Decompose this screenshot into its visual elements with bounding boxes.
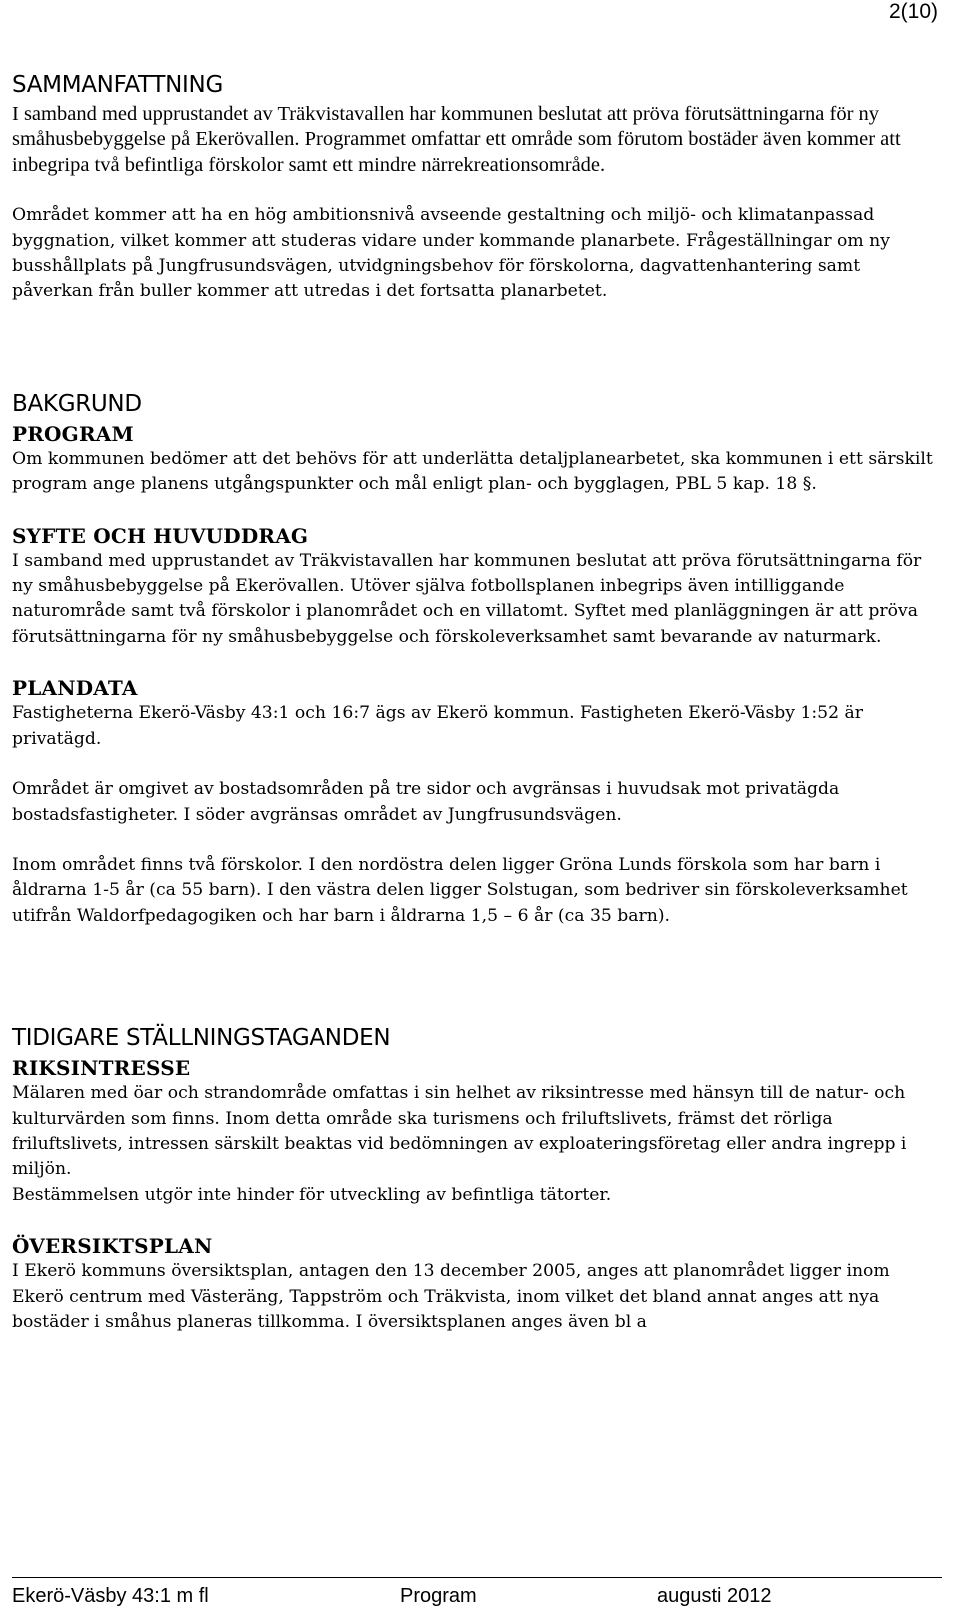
heading-plandata: PLANDATA [12, 676, 138, 701]
footer-document-type: Program [400, 1585, 477, 1607]
sammanfattning-paragraph-2: Området kommer att ha en hög ambitionsnivå avseende gestaltning och miljö- och klimatanpassad byggnation, vilket kommer att studeras vidare under kommande planarbete. Frågeställningar om ny busshållplats på Jungfrusundsvägen, utvidgningsbehov för förskolorna, dagvattenhantering samt påverkan från buller kommer att utredas i det fortsatta planarbetet. [12, 205, 890, 302]
heading-sammanfattning: SAMMANFATTNING [12, 72, 223, 98]
section-sammanfattning [12, 68, 942, 305]
riksintresse-paragraph-2: Bestämmelsen utgör inte hinder för utveckling av befintliga tätorter. [12, 1184, 612, 1205]
heading-riksintresse: RIKSINTRESSE [12, 1056, 191, 1081]
heading-bakgrund: BAKGRUND [12, 390, 142, 417]
heading-program: PROGRAM [12, 421, 134, 446]
oversiktsplan-paragraph: I Ekerö kommuns översiktsplan, antagen den 13 december 2005, anges att planområdet ligger inom Ekerö centrum med Västeräng, Tappström och Träkvista, inom vilket det bland annat anges att nya bostäder i småhus planeras tillkomma. I översiktsplanen anges även bl a [12, 1261, 890, 1332]
plandata-paragraph-1: Fastigheterna Ekerö-Väsby 43:1 och 16:7 ägs av Ekerö kommun. Fastigheten Ekerö-Väsby 1:52 är privatägd. [12, 703, 863, 749]
plandata-paragraph-3: Inom området finns två förskolor. I den nordöstra delen ligger Gröna Lunds förskola som har barn i åldrarna 1-5 år (ca 55 barn). I den västra delen ligger Solstugan, som bedriver sin förskoleverksamhet utifrån Waldorfpedagogiken och har barn i åldrarna 1,5 – 6 år (ca 35 barn). [12, 854, 908, 926]
section-tidigare-stallningstaganden [12, 1021, 942, 1335]
heading-tidigare-stallningstaganden: TIDIGARE STÄLLNINGSTAGANDEN [12, 1025, 391, 1052]
document-body [12, 68, 942, 1335]
riksintresse-paragraph-1: Mälaren med öar och strandområde omfattas i sin helhet av riksintresse med hänsyn till de natur- och kulturvärden som finns. Inom detta område ska turismens och friluftslivets, främst det rörliga friluftslivets, intressen särskilt beaktas vid bedömningen av exploateringsföretag eller andra ingrepp i miljön. [12, 1083, 907, 1180]
plandata-paragraph-2: Området är omgivet av bostadsområden på tre sidor och avgränsas i huvudsak mot privatägda bostadsfastigheter. I söder avgränsas området av Jungfrusundsvägen. [12, 779, 840, 825]
page-number: 2(10) [888, 0, 938, 23]
syfte-paragraph: I samband med upprustandet av Träkvistavallen har kommunen beslutat att pröva förutsättningarna för ny småhusbebyggelse på Ekerövallen. Utöver själva fotbollsplanen inbegrips även intilliggande naturområde samt två förskolor i planområdet och en villatomt. Syftet med planläggningen är att pröva förutsättningarna för ny småhusbebyggelse och förskoleverksamhet samt bevarande av naturmark. [12, 550, 922, 647]
footer-date: augusti 2012 [657, 1585, 772, 1607]
section-bakgrund [12, 387, 942, 929]
footer-divider [12, 1577, 942, 1578]
program-paragraph: Om kommunen bedömer att det behövs för att underlätta detaljplanearbetet, ska kommunen i ett särskilt program ange planens utgångspunkter och mål enligt plan- och bygglagen, PBL 5 kap. 18 §. [12, 448, 933, 495]
sammanfattning-paragraph-1: I samband med upprustandet av Träkvistavallen har kommunen beslutat att pröva förutsättningarna för ny småhusbebyggelse på Ekerövallen. Programmet omfattar ett område som förutom bostäder även kommer att inbegripa två befintliga förskolor samt ett mindre närrekreationsområde. [12, 103, 901, 176]
heading-syfte-och-huvuddrag: SYFTE OCH HUVUDDRAG [12, 523, 309, 548]
heading-oversiktsplan: ÖVERSIKTSPLAN [12, 1234, 213, 1259]
footer-property: Ekerö-Väsby 43:1 m fl [12, 1585, 209, 1607]
